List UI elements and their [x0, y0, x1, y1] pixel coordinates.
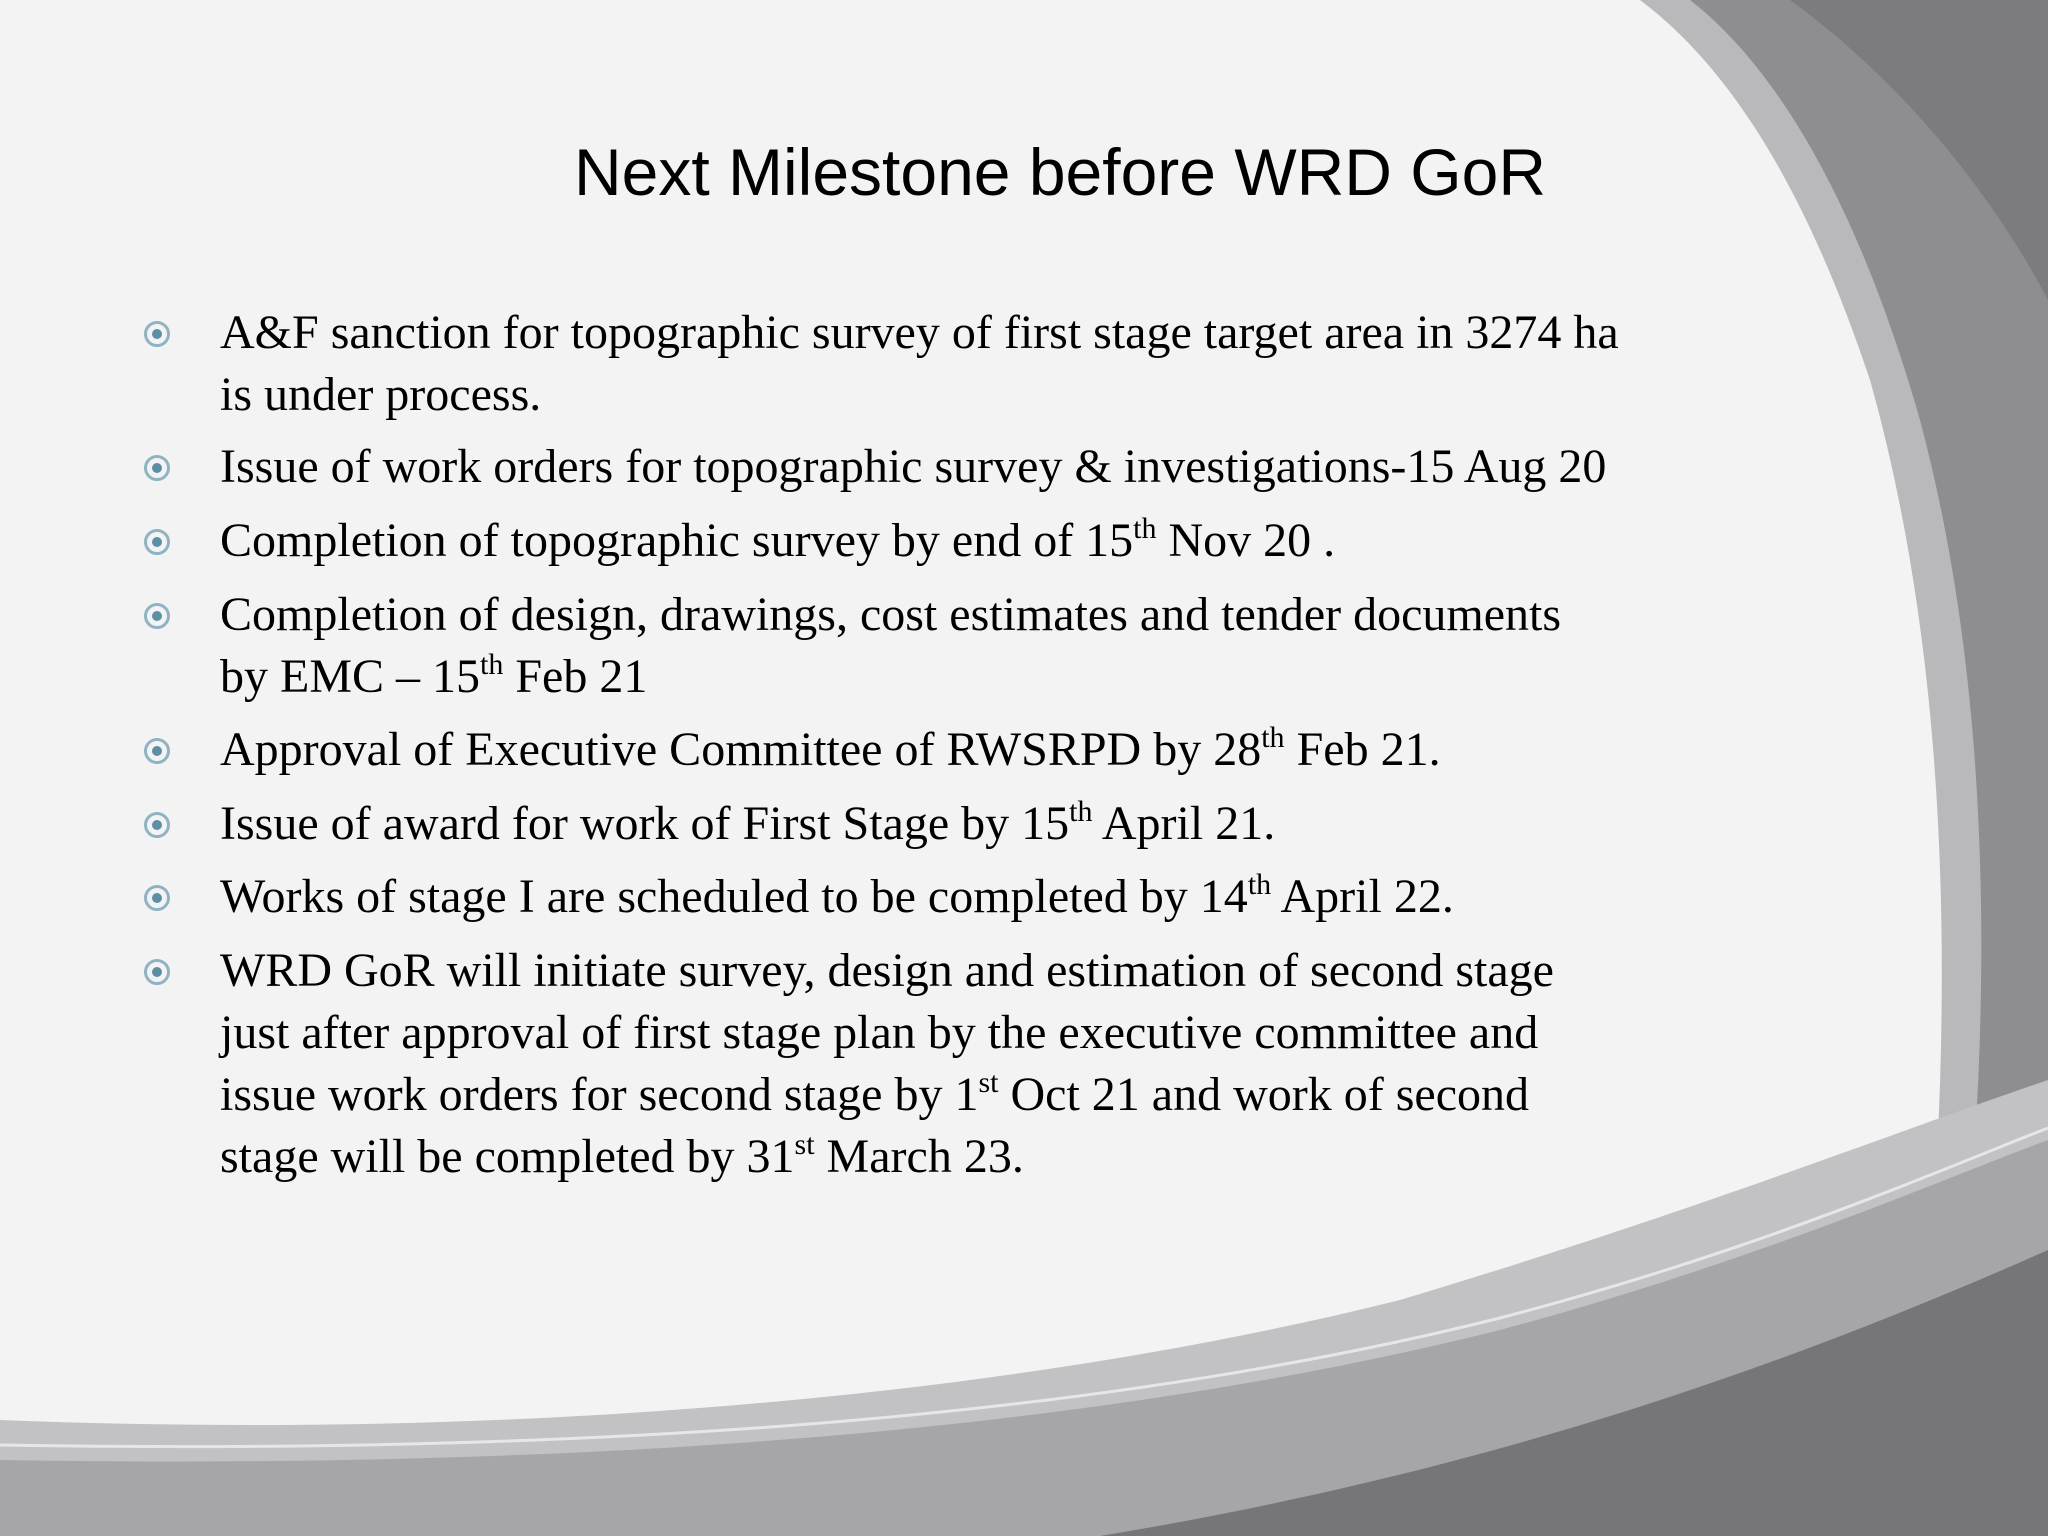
radio-target-bullet-icon [144, 529, 170, 555]
bullet-text: April 21. [1092, 797, 1276, 850]
bullet-text: April 22. [1271, 870, 1454, 923]
radio-target-bullet-icon [144, 603, 170, 629]
ordinal-suffix: th [1133, 512, 1157, 545]
bullet-item-1 [220, 302, 1900, 426]
radio-target-bullet-icon [144, 885, 170, 911]
bullet-item-2 [220, 436, 1900, 498]
bullet-item-8 [220, 940, 1900, 1188]
bullet-text: Issue of work orders for topographic survey & investigations-15 Aug 20 [220, 440, 1607, 493]
bullet-text: Issue of award for work of First Stage by 15 [220, 797, 1070, 850]
bullet-text: Feb 21. [1284, 723, 1441, 776]
bullet-text: Oct 21 and work of second [998, 1068, 1530, 1121]
bullet-text-line: just after approval of first stage plan by the executive committee and [220, 1006, 1539, 1059]
bullet-text: Feb 21 [503, 650, 648, 703]
bullet-item-5 [220, 719, 1900, 781]
bullet-text-line: is under process. [220, 368, 542, 421]
ordinal-suffix: st [794, 1128, 815, 1161]
bullet-text: issue work orders for second stage by 1 [220, 1068, 979, 1121]
bullet-text: Nov 20 . [1156, 514, 1336, 567]
bullet-item-3 [220, 510, 1900, 572]
ordinal-suffix: st [978, 1066, 999, 1099]
radio-target-bullet-icon [144, 738, 170, 764]
bullet-text-line: WRD GoR will initiate survey, design and estimation of second stage [220, 944, 1554, 997]
ordinal-suffix: th [1069, 795, 1093, 828]
bullet-text: Approval of Executive Committee of RWSRPD by 28 [220, 723, 1262, 776]
bullet-text: stage will be completed by 31 [220, 1130, 795, 1183]
ordinal-suffix: th [480, 648, 504, 681]
bullet-item-7 [220, 866, 1900, 928]
bullet-item-6 [220, 793, 1900, 855]
radio-target-bullet-icon [144, 455, 170, 481]
radio-target-bullet-icon [144, 959, 170, 985]
slide-title: Next Milestone before WRD GoR [574, 135, 1546, 209]
bullet-item-4 [220, 584, 1900, 708]
ordinal-suffix: th [1247, 868, 1272, 901]
bullet-text-line: A&F sanction for topographic survey of first stage target area in 3274 ha [220, 306, 1619, 359]
ordinal-suffix: th [1261, 721, 1285, 754]
bullet-text-line: Completion of design, drawings, cost estimates and tender documents [220, 588, 1562, 641]
bullet-text: by EMC – 15 [220, 650, 481, 703]
radio-target-bullet-icon [144, 812, 170, 838]
radio-target-bullet-icon [144, 321, 170, 347]
bullet-text: Completion of topographic survey by end of 15 [220, 514, 1134, 567]
bullet-text: Works of stage I are scheduled to be completed by 14 [220, 870, 1248, 923]
bullet-text: March 23. [814, 1130, 1024, 1183]
